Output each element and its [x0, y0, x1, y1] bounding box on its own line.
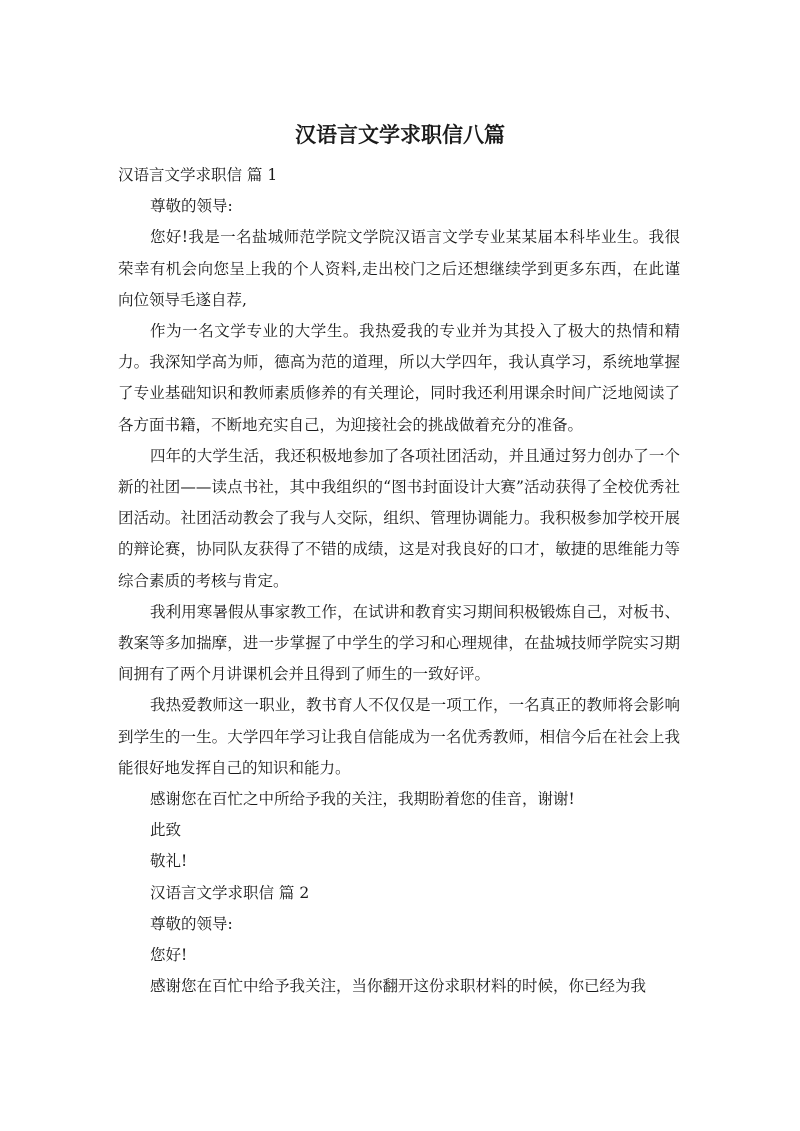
paragraph-2: 作为一名文学专业的大学生。我热爱我的专业并为其投入了极大的热情和精力。我深知学高为师，德高为范的道理，所以大学四年，我认真学习，系统地掌握了专业基础知识和教师素质修养的有关理论，同时我还利用课余时间广泛地阅读了各方面书籍，不断地充实自己，为迎接社会的挑战做着充分的准备。 — [118, 322, 680, 434]
paragraph-4: 我利用寒暑假从事家教工作，在试讲和教育实习期间积极锻炼自己，对板书、教案等多加揣摩，进一步掌握了中学生的学习和心理规律，在盐城技师学院实习期间拥有了两个月讲课机会并且得到了师生的一致好评。 — [118, 602, 680, 684]
closing-line-1: 此致 — [150, 821, 182, 840]
paragraph-3: 四年的大学生活，我还积极地参加了各项社团活动，并且通过努力创办了一个新的社团——读点书社，其中我组织的“图书封面设计大赛”活动获得了全校优秀社团活动。社团活动教会了我与人交际，组织、管理协调能力。我积极参加学校开展的辩论赛，协同队友获得了不错的成绩，这是对我良好的口才，敏捷的思维能力等综合素质的考核与肯定。 — [118, 446, 680, 590]
paragraph-5: 我热爱教师这一职业，教书育人不仅仅是一项工作，一名真正的教师将会影响到学生的一生。大学四年学习让我自信能成为一名优秀教师，相信今后在社会上我能很好地发挥自己的知识和能力。 — [118, 696, 680, 777]
greeting-2: 您好! — [150, 946, 188, 965]
paragraph-1: 您好!我是一名盐城师范学院文学院汉语言文学专业某某届本科毕业生。我很荣幸有机会向您呈上我的个人资料,走出校门之后还想继续学到更多东西，在此谨向位领导毛遂自荐, — [118, 228, 680, 309]
document-body — [118, 160, 680, 1002]
salutation-1: 尊敬的领导: — [150, 197, 233, 216]
closing-line-2: 敬礼! — [150, 852, 188, 871]
paragraph-2-1: 感谢您在百忙中给予我关注，当你翻开这份求职材料的时候，你已经为我 — [150, 977, 647, 996]
document-title: 汉语言文学求职信八篇 — [295, 123, 505, 147]
section-heading-2: 汉语言文学求职信 篇 2 — [150, 883, 310, 902]
salutation-2: 尊敬的领导: — [150, 914, 233, 933]
paragraph-6: 感谢您在百忙之中所给予我的关注，我期盼着您的佳音，谢谢! — [150, 790, 575, 809]
section-heading-1: 汉语言文学求职信 篇 1 — [118, 166, 278, 184]
